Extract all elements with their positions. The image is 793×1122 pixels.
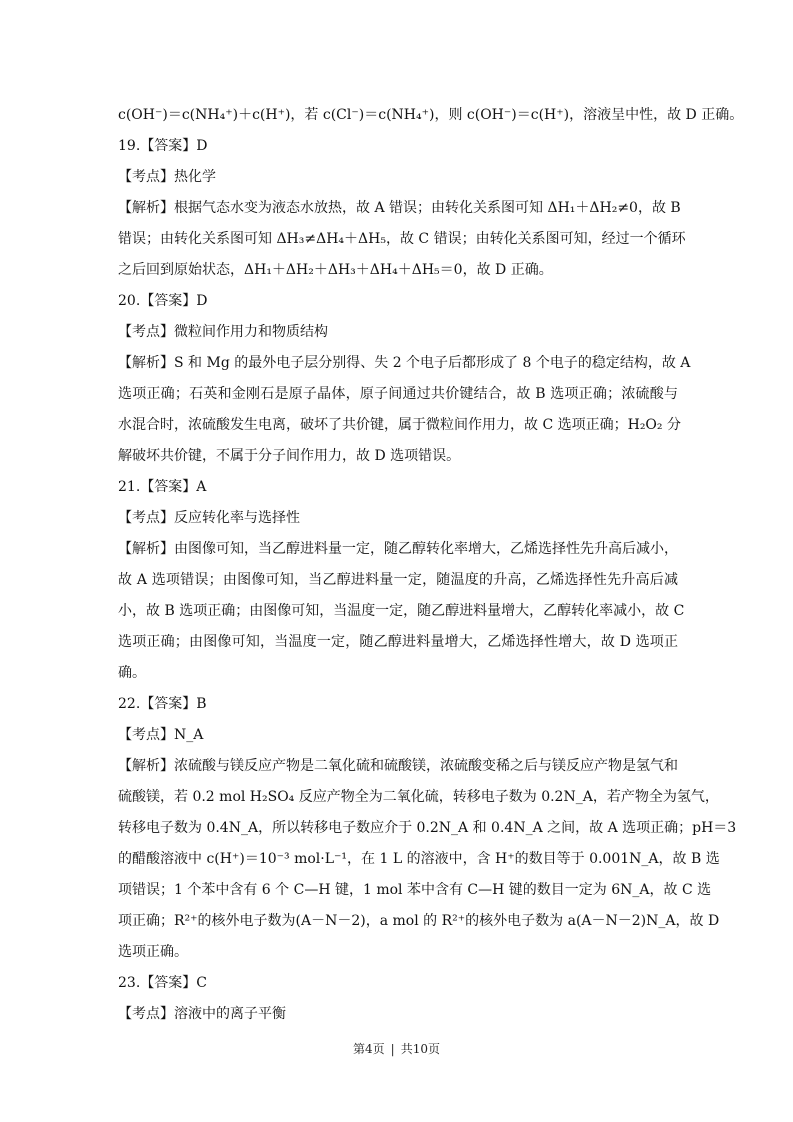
text-line: 【解析】根据气态水变为液态水放热，故 A 错误；由转化关系图可知 ΔH₁＋ΔH₂≠0，故 B — [118, 200, 681, 216]
text-line: 【考点】热化学 — [118, 169, 216, 185]
text-line: 项正确；R²⁺的核外电子数为(A－N－2)，a mol 的 R²⁺的核外电子数为 a(A－N－2)N_A，故 D — [118, 913, 720, 929]
text-line: 22.【答案】B — [118, 696, 207, 712]
page-number-separator: | — [390, 1042, 395, 1056]
text-line: 23.【答案】C — [118, 975, 207, 991]
text-line: 故 A 选项错误；由图像可知，当乙醇进料量一定，随温度的升高，乙烯选择性先升高后减 — [118, 572, 678, 588]
text-line: 【解析】S 和 Mg 的最外电子层分别得、失 2 个电子后都形成了 8 个电子的稳定结构，故 A — [118, 355, 691, 371]
text-line: 项错误；1 个苯中含有 6 个 C—H 键，1 mol 苯中含有 C—H 键的数目一定为 6N_A，故 C 选 — [118, 882, 712, 898]
text-line: 【考点】溶液中的离子平衡 — [118, 1006, 286, 1022]
page-footer — [0, 1040, 793, 1057]
text-line: 小，故 B 选项正确；由图像可知，当温度一定，随乙醇进料量增大，乙醇转化率减小，故 C — [118, 603, 685, 619]
text-line: 之后回到原始状态，ΔH₁＋ΔH₂＋ΔH₃＋ΔH₄＋ΔH₅＝0，故 D 正确。 — [118, 262, 553, 278]
text-line: 确。 — [118, 665, 146, 681]
document-body — [118, 100, 744, 1030]
text-line: 【解析】浓硫酸与镁反应产物是二氧化硫和硫酸镁，浓硫酸变稀之后与镁反应产物是氢气和 — [118, 758, 678, 774]
text-line: 选项正确。 — [118, 944, 188, 960]
text-line: 硫酸镁，若 0.2 mol H₂SO₄ 反应产物全为二氧化硫，转移电子数为 0.2N_A，若产物全为氢气， — [118, 789, 719, 805]
text-line: 【解析】由图像可知，当乙醇进料量一定，随乙醇转化率增大，乙烯选择性先升高后减小， — [118, 541, 678, 557]
page-number-total: 共10页 — [400, 1042, 440, 1056]
text-line: 选项正确；石英和金刚石是原子晶体，原子间通过共价键结合，故 B 选项正确；浓硫酸与 — [118, 386, 678, 402]
page-number-current: 第4页 — [353, 1042, 385, 1056]
text-line: 转移电子数为 0.4N_A，所以转移电子数应介于 0.2N_A 和 0.4N_A 之间，故 A 选项正确；pH＝3 — [118, 820, 737, 836]
text-line: 【考点】N_A — [118, 727, 204, 743]
text-line: 19.【答案】D — [118, 138, 208, 154]
text-line: 水混合时，浓硫酸发生电离，破坏了共价键，属于微粒间作用力，故 C 选项正确；H₂O₂ 分 — [118, 417, 681, 433]
text-line: c(OH⁻)＝c(NH₄⁺)＋c(H⁺)，若 c(Cl⁻)＝c(NH₄⁺)，则 c(OH⁻)＝c(H⁺)，溶液呈中性，故 D 正确。 — [118, 107, 744, 123]
text-line: 20.【答案】D — [118, 293, 208, 309]
text-line: 的醋酸溶液中 c(H⁺)＝10⁻³ mol·L⁻¹，在 1 L 的溶液中，含 H⁺的数目等于 0.001N_A，故 B 选 — [118, 851, 720, 867]
text-line: 选项正确；由图像可知，当温度一定，随乙醇进料量增大，乙烯选择性增大，故 D 选项正 — [118, 634, 678, 650]
text-line: 【考点】反应转化率与选择性 — [118, 510, 300, 526]
text-line: 解破坏共价键，不属于分子间作用力，故 D 选项错误。 — [118, 448, 461, 464]
text-line: 21.【答案】A — [118, 479, 207, 495]
text-line: 【考点】微粒间作用力和物质结构 — [118, 324, 328, 340]
text-line: 错误；由转化关系图可知 ΔH₃≠ΔH₄＋ΔH₅，故 C 错误；由转化关系图可知，经过一个循环 — [118, 231, 686, 247]
